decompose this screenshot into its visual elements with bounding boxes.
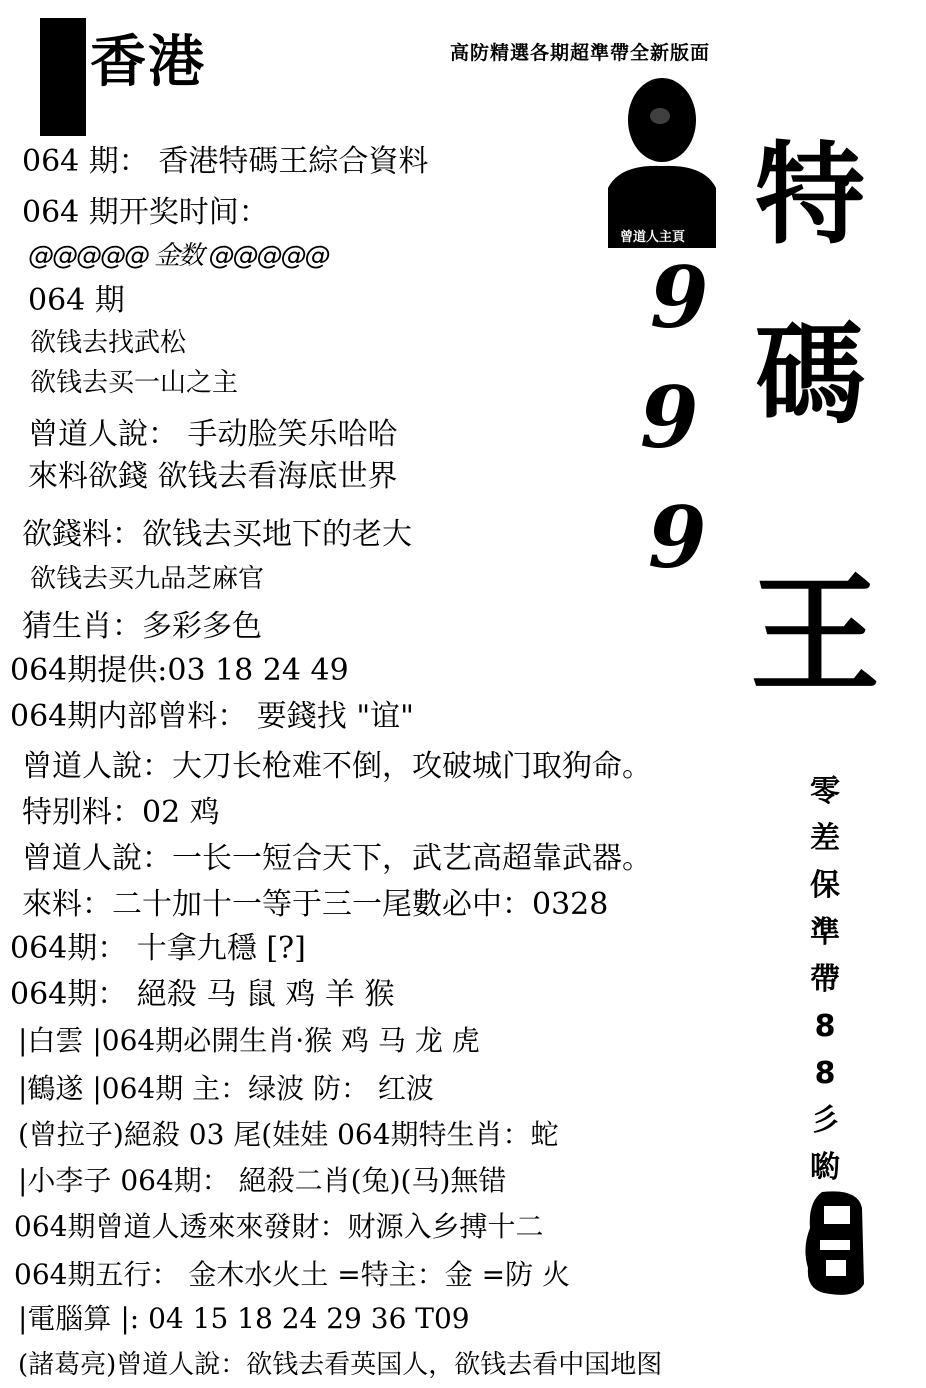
side-char: 保 (810, 868, 840, 903)
text-line-13: 曾道人說：大刀长枪难不倒，攻破城门取狗命。 (22, 749, 652, 784)
nine-2: 9 (640, 368, 699, 467)
text-line-9: 欲钱去买九品芝麻官 (30, 564, 265, 594)
title-char-3: 王 (750, 559, 881, 711)
nine-1: 9 (650, 248, 709, 347)
text-line-7: 來料欲錢 欲钱去看海底世界 (28, 459, 398, 494)
portrait-caption: 曾道人主頁 (620, 230, 686, 245)
header-slogan: 高防精選各期超準帶全新版面 (450, 42, 711, 64)
side-char: 差 (810, 821, 840, 856)
text-line-15: 曾道人說：一长一短合天下，武艺高超靠武器。 (22, 841, 652, 876)
side-char: 8 (814, 1056, 836, 1091)
brand-block (40, 18, 86, 136)
text-line-18: 064期： 絕殺 马 鼠 鸡 羊 猴 (10, 977, 395, 1012)
side-char: 帶 (810, 962, 840, 997)
text-line-20: |鶴遂 |064期 主：绿波 防： 红波 (18, 1072, 434, 1105)
text-line-24: 064期五行： 金木水火土 =特主：金 =防 火 (14, 1258, 570, 1291)
scribble-line: @@@@@ 金数 @@@@@ (28, 241, 329, 271)
nine-3: 9 (648, 488, 707, 587)
side-char: 8 (814, 1009, 836, 1044)
text-line-16: 來料：二十加十一等于三一尾數必中：0328 (22, 887, 609, 922)
text-line-4: 欲钱去找武松 (30, 328, 187, 358)
seal-stamp (800, 1188, 870, 1300)
text-line-11: 064期提供:03 18 24 49 (10, 653, 349, 688)
text-line-5: 欲钱去买一山之主 (30, 368, 239, 398)
text-line-22: |小李子 064期： 絕殺二肖(兔)(马)無错 (18, 1164, 507, 1197)
text-line-19: |白雲 |064期必開生肖·猴 鸡 马 龙 虎 (18, 1024, 480, 1057)
text-line-25: |電腦算 |: 04 15 18 24 29 36 T09 (18, 1302, 470, 1335)
text-line-8: 欲錢料：欲钱去买地下的老大 (22, 517, 412, 552)
side-char: 準 (810, 915, 840, 950)
text-line-17: 064期： 十拿九穩 [?] (10, 931, 306, 966)
text-line-14: 特别料：02 鸡 (22, 795, 220, 830)
brand-title: 香港 (90, 30, 206, 95)
side-char: 零 (810, 774, 840, 809)
text-line-21: (曾拉子)絕殺 03 尾(娃娃 064期特生肖：蛇 (18, 1118, 559, 1151)
title-char-1: 特 (755, 131, 865, 259)
side-char: 彡 (810, 1103, 840, 1138)
text-line-23: 064期曾道人透來來發財：财源入乡搏十二 (14, 1210, 544, 1243)
text-line-1: 064 期： 香港特碼王綜合資料 (22, 144, 429, 179)
text-line-10: 猜生肖：多彩多色 (22, 609, 262, 644)
text-line-6: 曾道人說： 手动脸笑乐哈哈 (28, 417, 398, 452)
text-line-26: (諸葛亮)曾道人說：欲钱去看英国人，欲钱去看中国地图 (18, 1350, 663, 1380)
text-line-3: 064 期 (28, 283, 125, 318)
side-char: 喲 (810, 1150, 840, 1185)
text-line-12: 064期内部曾料： 要錢找 "谊" (10, 699, 414, 734)
side-vertical-text (795, 768, 855, 1191)
portrait-image (600, 68, 722, 248)
title-char-2: 碼 (755, 311, 865, 439)
brand-logo (40, 8, 230, 136)
text-line-2: 064 期开奖时间： (22, 195, 269, 230)
